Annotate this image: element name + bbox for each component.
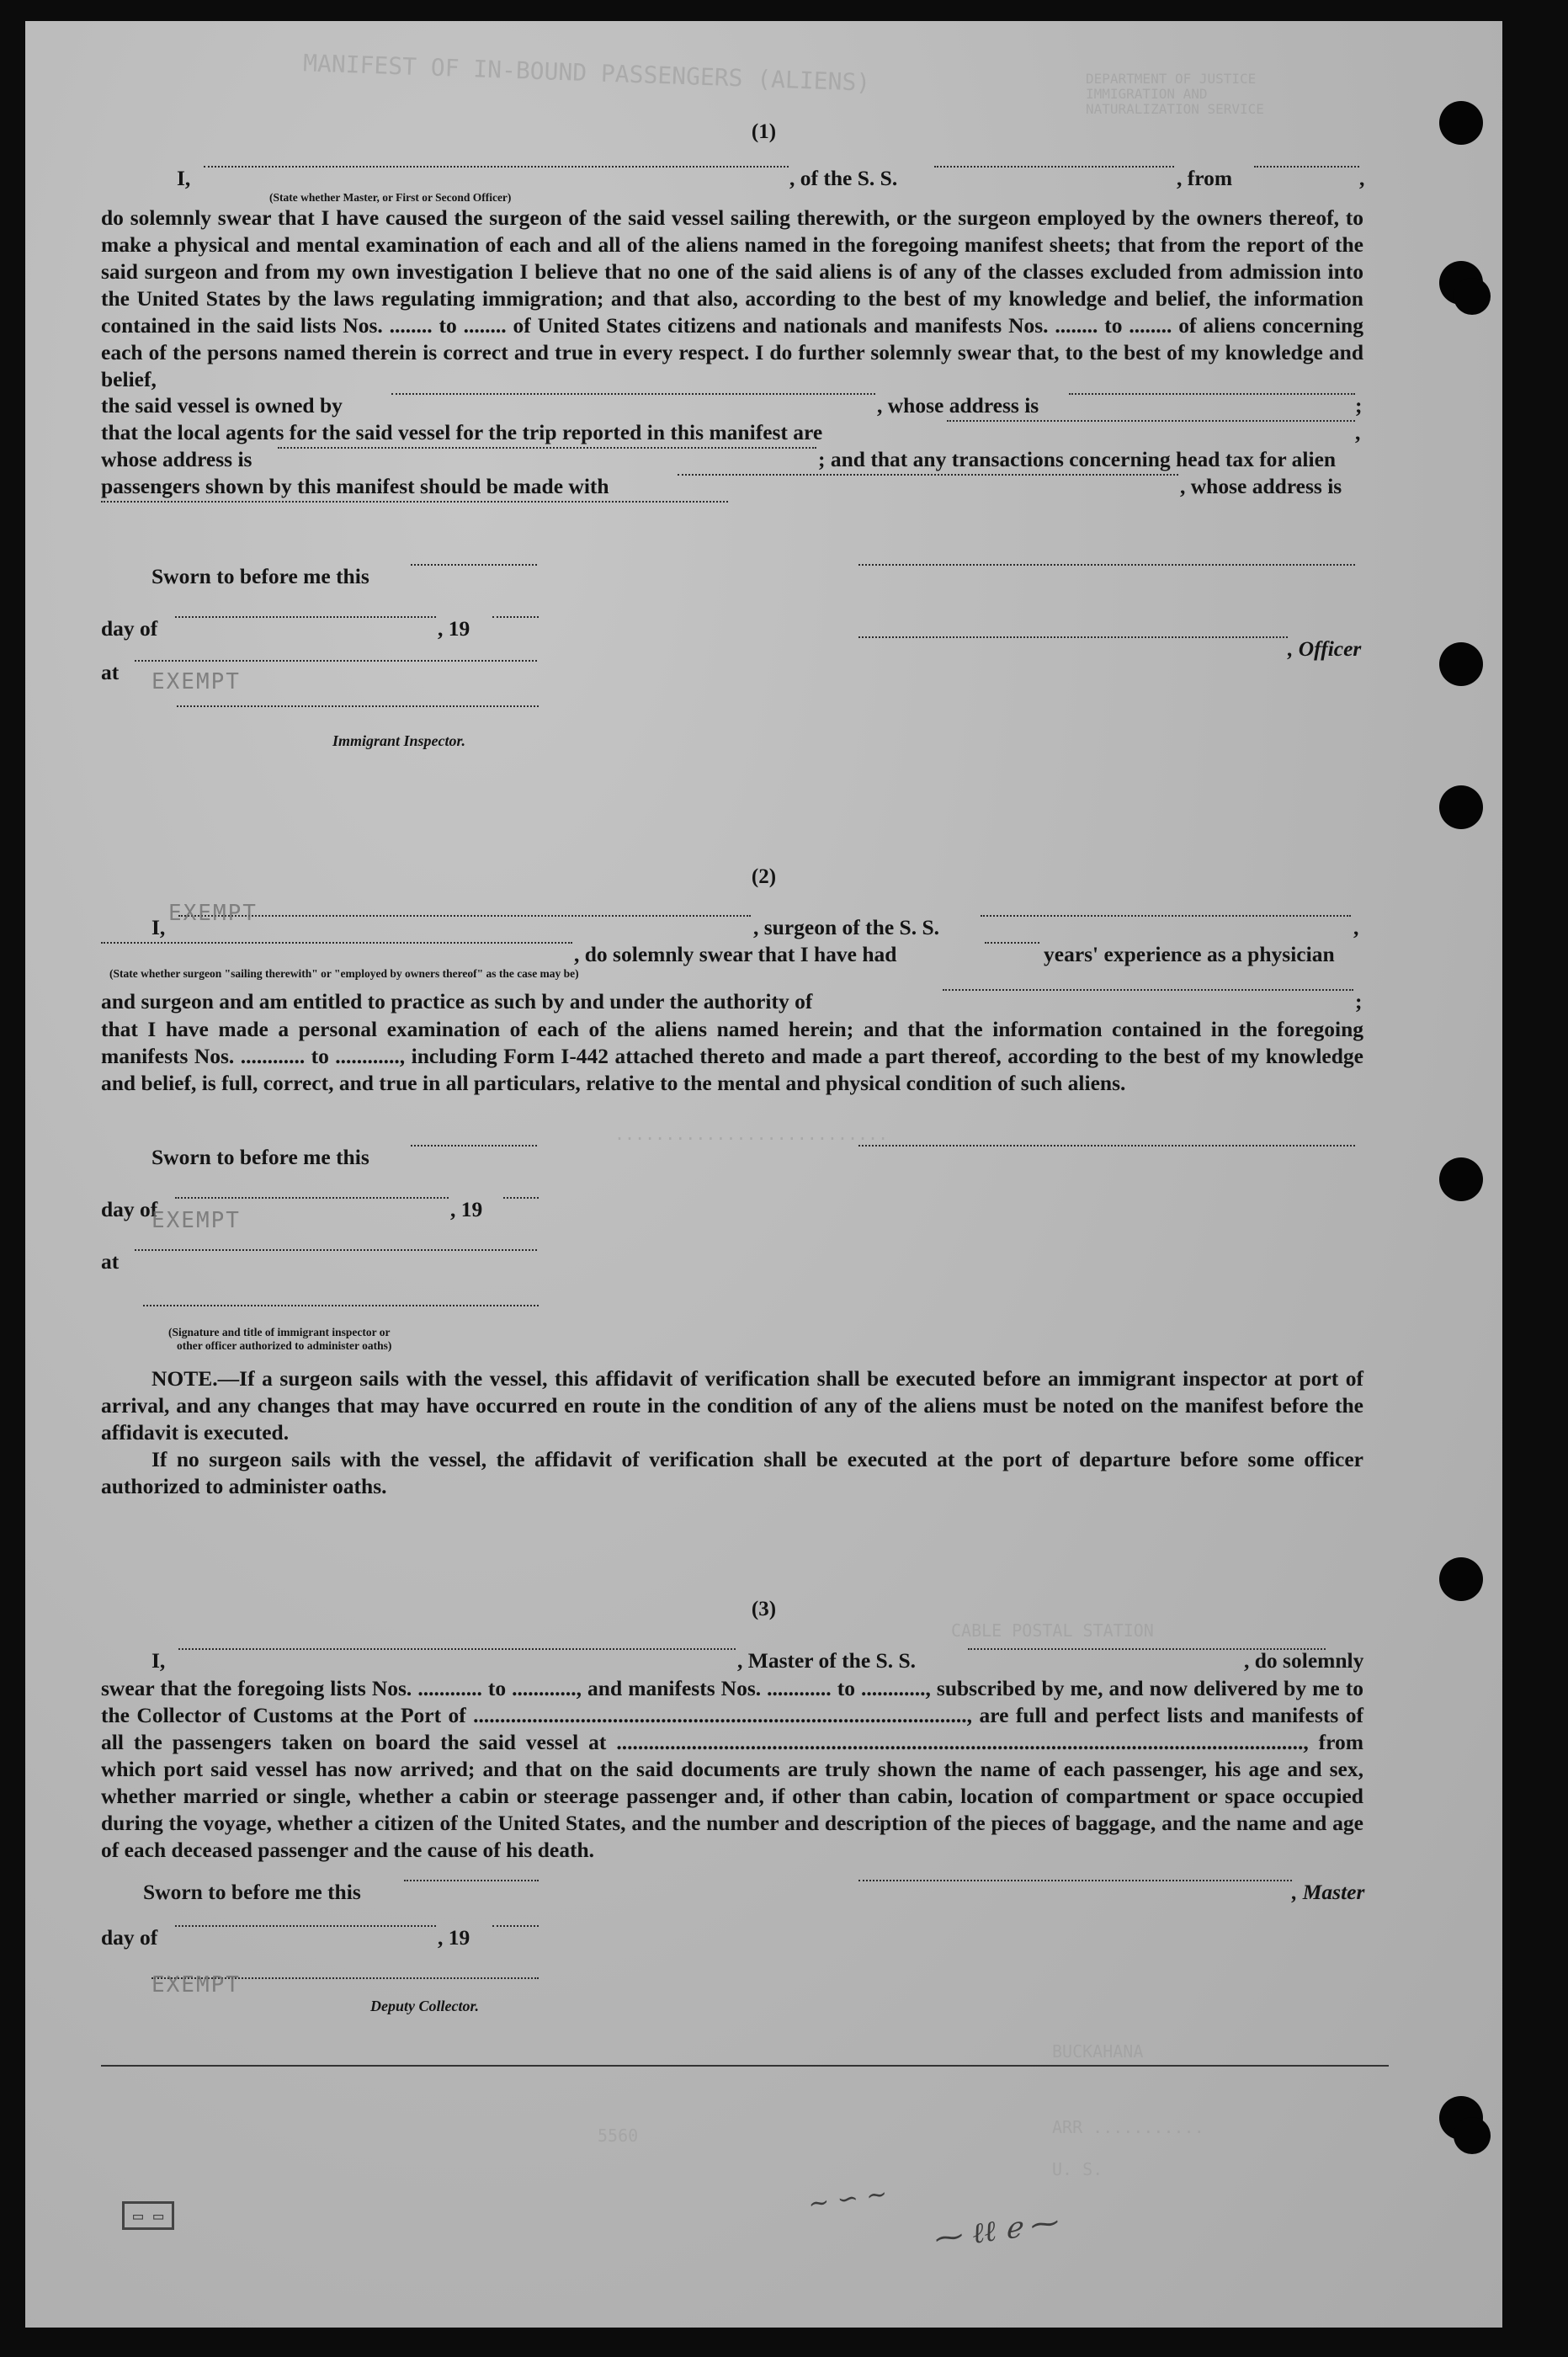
blank-line[interactable] [404, 1880, 539, 1881]
manifest-back-page [25, 21, 1502, 2328]
field-caption: (State whether Master, or First or Second Officer) [269, 191, 512, 204]
blank-line[interactable] [947, 420, 1355, 422]
exempt-stamp: EXEMPT [151, 1208, 241, 1233]
blank-line[interactable] [678, 474, 1178, 476]
blank-line[interactable] [135, 660, 537, 662]
bottom-divider [101, 2065, 1389, 2067]
oath-first-line: I, , of the S. S. , from , [177, 166, 1365, 190]
local-agents-line: that the local agents for the said vessel for the trip reported in this manifest are , [101, 420, 1361, 444]
address-head-tax-line: whose address is ; and that any transactions concerning head tax for alien [101, 447, 1337, 471]
passengers-shown-line: passengers shown by this manifest should be made with , whose address is [101, 474, 1342, 498]
signature-line[interactable] [177, 705, 539, 707]
section-number: (1) [751, 120, 777, 143]
address-continuation-line [101, 501, 1363, 528]
blank-line[interactable] [943, 989, 1353, 991]
field-caption: (State whether surgeon "sailing therewith" or "employed by owners thereof" as the case may be) [109, 967, 579, 980]
blank-line[interactable] [391, 393, 875, 395]
handwritten-mark: ∼ ∽ ∼ [806, 2179, 890, 2220]
blank-line[interactable] [934, 166, 1174, 168]
binder-hole [1439, 1557, 1483, 1601]
section-1-jurat: Sworn to before me this day of , 19 , Officer at Immigrant Inspector. [101, 564, 1362, 749]
signature-caption: (Signature and title of immigrant inspector or [168, 1326, 391, 1338]
signature-line[interactable] [858, 636, 1288, 638]
blank-line[interactable] [411, 564, 537, 566]
deputy-collector-caption: Deputy Collector. [370, 1998, 479, 2014]
bleed-through-text: 5560 [598, 2126, 639, 2146]
owned-by-line: the said vessel is owned by , whose address is ; [101, 393, 1363, 418]
section-2-jurat: Sworn to before me this day of , 19 at (Signature and title of immigrant inspector or other officer authorized to administer oaths) [101, 1145, 1363, 1332]
signature-line[interactable] [143, 1305, 539, 1306]
bleed-through-text: ARR ........... [1052, 2117, 1204, 2137]
blank-line[interactable] [985, 942, 1039, 944]
bleed-through-text: ........................... [614, 1124, 889, 1144]
section-1 [101, 166, 1363, 528]
section-number: (3) [751, 1598, 777, 1620]
blank-line[interactable] [101, 942, 572, 944]
exempt-stamp: EXEMPT [168, 901, 258, 926]
section-3: I, , Master of the S. S. , do solemnly swear that the foregoing lists Nos. ............ to ............, and manifests Nos. ............ to ............, subscribed by me, and now delivered by me to the Collector of Customs at the Port of ............................................................................................, are full and perfect lists and manifests of all the passengers taken on board the said vessel at ................................................................................................................................, from which port said vessel has now arrived; and that on the said documents are truly shown the name of each passenger, his age and sex, whether married or single, whether a cabin or steerage passenger and, if other than cabin, location of compartment or space occupied during the voyage, whether a citizen of the United States, and the number and description of the pieces of baggage, and the name and age of each deceased passenger and the cause of his death. [101, 1648, 1364, 1862]
binder-hole [1439, 1157, 1483, 1201]
oath-paragraph: do solemnly swear that I have caused the surgeon of the said vessel sailing therewith, or the surgeon employed by the owners thereof, to make a physical and mental examination of each and all of the aliens named in the foregoing manifest sheets; that from the report of the said surgeon and from my own investigation I believe that no one of the said aliens is of any of the classes excluded from admission into the United States by the laws regulating immigration; and that also, according to the best of my knowledge and belief, the information contained in the said lists Nos. ........ to ........ of United States citizens and nationals and manifests Nos. ........ to ........ of aliens concerning each of the persons named therein is correct and true in every respect. I do further solemnly swear that, to the best of my knowledge and belief, [101, 205, 1363, 391]
note-label: NOTE. [151, 1366, 218, 1391]
note-text: —If a surgeon sails with the vessel, this affidavit of verification shall be executed before an immigrant inspector at port of arrival, and any changes that may have occurred en route in the condition of any of the aliens must be noted on the manifest before the affidavit is executed. [101, 1366, 1363, 1445]
surgeon-paragraph: that I have made a personal examination of each of the aliens named herein; and that the information contained in the foregoing manifests Nos. ............ to ............, including Form I-442 attached thereto and made a part thereof, according to the best of my knowledge and belief, is full, correct, and true in all particulars, relative to the mental and physical condition of such aliens. [101, 1017, 1363, 1095]
binder-hole [1439, 785, 1483, 829]
blank-line[interactable] [178, 915, 751, 917]
exempt-stamp: EXEMPT [151, 1972, 241, 1998]
note-text-2: If no surgeon sails with the vessel, the affidavit of verification shall be executed at the port of departure before some officer authorized to administer oaths. [101, 1447, 1363, 1498]
blank-line[interactable] [492, 1925, 539, 1927]
signature-caption: other officer authorized to administer oaths) [177, 1339, 392, 1352]
bleed-through-text: CABLE POSTAL STATION [951, 1620, 1154, 1641]
blank-line[interactable] [175, 1197, 449, 1199]
binder-hole [1454, 2117, 1491, 2154]
blank-line[interactable] [175, 1925, 436, 1927]
signature-line[interactable] [858, 564, 1355, 566]
officer-label: , Officer [1288, 636, 1362, 661]
bleed-through-text: DEPARTMENT OF JUSTICE IMMIGRATION AND NATURALIZATION SERVICE [1086, 71, 1264, 117]
blank-line[interactable] [981, 915, 1351, 917]
blank-line[interactable] [175, 616, 436, 618]
section-3-jurat: Sworn to before me this , Master day of , 19 Deputy Collector. [101, 1880, 1365, 2014]
blank-line[interactable] [101, 501, 728, 503]
signature-line[interactable] [858, 1145, 1355, 1147]
blank-line[interactable] [135, 1249, 537, 1251]
master-paragraph: swear that the foregoing lists Nos. ............ to ............, and manifests Nos. ............ to ............, subscribed by me, and now delivered by me to the Collector of Customs at the Port of ............................................................................................, are full and perfect lists and manifests of all the passengers taken on board the said vessel at ................................................................................................................................, from which port said vessel has now arrived; and that on the said documents are truly shown the name of each passenger, his age and sex, whether married or single, whether a cabin or steerage passenger and, if other than cabin, location of compartment or space occupied during the voyage, whether a citizen of the United States, and the number and description of the pieces of baggage, and the name and age of each deceased passenger and the cause of his death. [101, 1676, 1363, 1862]
blank-line[interactable] [1069, 393, 1355, 395]
immigrant-inspector-caption: Immigrant Inspector. [332, 732, 466, 749]
master-label: , Master [1292, 1880, 1365, 1904]
blank-line[interactable] [503, 1197, 539, 1199]
section-2: I, , surgeon of the S. S. , , do solemnly swear that I have had years' experience as a physician (State whether surgeon "sailing therewith" or "employed by owners thereof" as the case may be) and surgeon and am entitled to practice as such by and under the authority of ; that I have made a personal examination of each of the aliens named herein; and that the information contained in the foregoing manifests Nos. ............ to ............, including Form I-442 attached thereto and made a part thereof, according to the best of my knowledge and belief, is full, correct, and true in all particulars, relative to the mental and physical condition of such aliens. [101, 915, 1363, 1095]
section-number: (2) [751, 865, 777, 888]
blank-line[interactable] [278, 447, 816, 449]
handwritten-signature: ⁓ ℓℓ ℯ ⁓ [932, 2205, 1061, 2257]
signature-line[interactable] [858, 1880, 1292, 1881]
section-2-note [101, 1365, 1363, 1500]
binder-hole [1439, 642, 1483, 686]
blank-line[interactable] [204, 166, 789, 168]
bleed-through-text: BUCKAHANA [1052, 2041, 1144, 2062]
blank-line[interactable] [1254, 166, 1359, 168]
exempt-stamp: EXEMPT [151, 669, 241, 694]
box-stamp: ▭ ▭ [122, 2201, 174, 2230]
blank-line[interactable] [411, 1145, 537, 1147]
binder-hole [1454, 278, 1491, 315]
bleed-through-text: MANIFEST OF IN-BOUND PASSENGERS (ALIENS) [302, 49, 871, 97]
blank-line[interactable] [492, 616, 539, 618]
bleed-through-text: U. S. [1052, 2159, 1103, 2179]
